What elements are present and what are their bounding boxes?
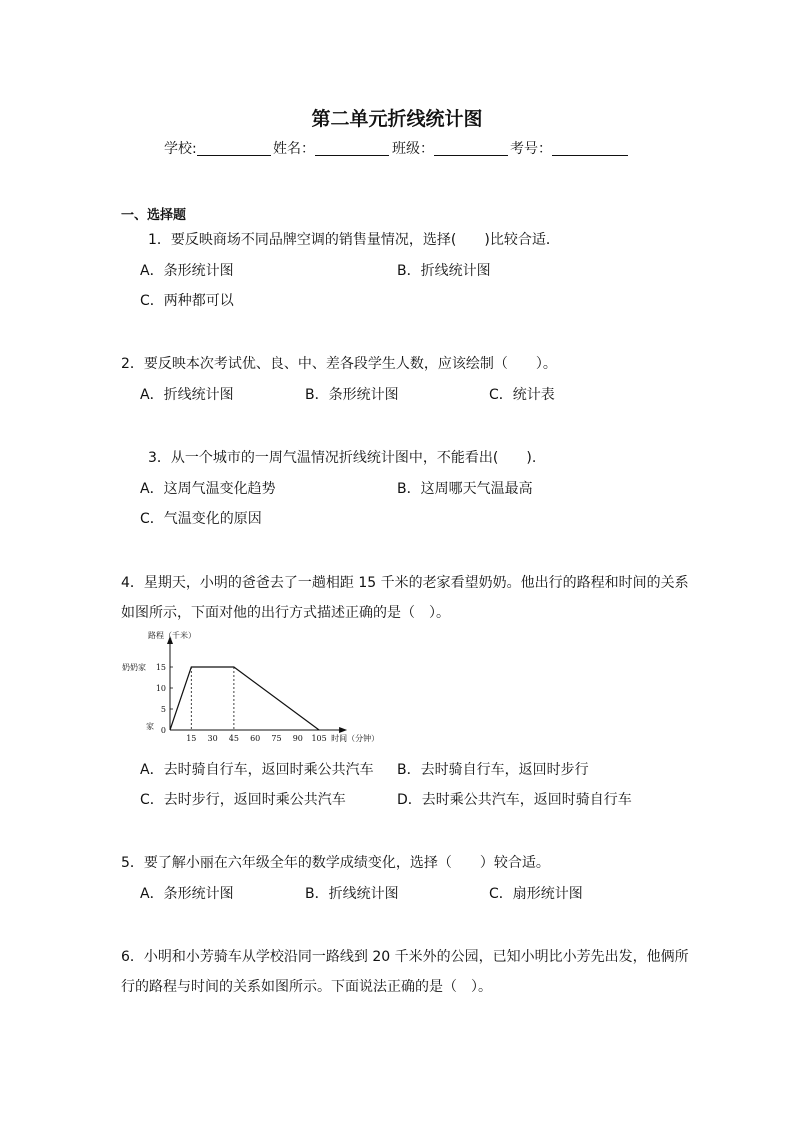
x-axis-title: 时间（分钟） (331, 734, 380, 743)
school-field (164, 138, 271, 158)
school-blank (197, 141, 271, 156)
question-2: 2．要反映本次考试优、良、中、差各段学生人数，应该绘制（ ）。 (121, 356, 557, 372)
number-label: 考号： (510, 141, 552, 157)
question-3: 3．从一个城市的一周气温情况折线统计图中，不能看出( ). (148, 450, 537, 466)
question-4-line-2: 如图所示，下面对他的出行方式描述正确的是（ ）。 (121, 605, 450, 621)
y-axis-title: 路程（千米） (148, 631, 196, 640)
q2-option-b: B．条形统计图 (305, 387, 399, 403)
name-label: 姓名： (273, 141, 315, 157)
q1-option-c: C．两种都可以 (140, 293, 234, 309)
y-tick-label: 15 (155, 663, 166, 672)
q2-option-c: C．统计表 (489, 387, 555, 403)
x-axis-arrow (339, 727, 347, 733)
q3-option-b: B．这周哪天气温最高 (397, 481, 533, 497)
q3-option-c: C．气温变化的原因 (140, 511, 262, 527)
x-tick-label: 75 (271, 734, 282, 743)
x-tick-label: 60 (250, 734, 261, 743)
q5-option-b: B．折线统计图 (305, 886, 399, 902)
q1-option-b: B．折线统计图 (397, 263, 491, 279)
question-6-line-2: 行的路程与时间的关系如图所示。下面说法正确的是（ ）。 (121, 979, 492, 995)
class-label: 班级： (392, 141, 434, 157)
question-5: 5．要了解小丽在六年级全年的数学成绩变化，选择（ ）较合适。 (121, 855, 550, 871)
x-tick-label: 30 (207, 734, 218, 743)
number-blank (552, 141, 628, 156)
class-field (392, 138, 508, 158)
section-heading: 一、选择题 (121, 208, 187, 223)
q5-option-c: C．扇形统计图 (489, 886, 583, 902)
name-blank (315, 141, 389, 156)
y-tick-label: 0 (160, 726, 166, 735)
q4-option-c: C．去时步行，返回时乘公共汽车 (140, 792, 346, 808)
q4-option-a: A．去时骑自行车，返回时乘公共汽车 (140, 762, 374, 778)
y-label-home: 家 (146, 722, 154, 731)
page-title: 第二单元折线统计图 (311, 108, 483, 130)
school-label: 学校: (164, 141, 197, 157)
distance-time-chart (120, 628, 380, 750)
q2-option-a: A．折线统计图 (140, 387, 234, 403)
class-blank (434, 141, 508, 156)
number-field (510, 138, 628, 158)
y-tick-label: 10 (155, 684, 166, 693)
x-tick-label: 45 (228, 734, 239, 743)
y-label-grandma-home: 奶奶家 (122, 663, 146, 672)
x-tick-label: 105 (311, 734, 327, 743)
q5-option-a: A．条形统计图 (140, 886, 234, 902)
name-field (273, 138, 389, 158)
y-tick-label: 5 (160, 705, 166, 714)
q4-option-d: D．去时乘公共汽车，返回时骑自行车 (397, 792, 632, 808)
q4-option-b: B．去时骑自行车，返回时步行 (397, 762, 589, 778)
q3-option-a: A．这周气温变化趋势 (140, 481, 276, 497)
q1-option-a: A．条形统计图 (140, 263, 234, 279)
question-6-line-1: 6．小明和小芳骑车从学校沿同一路线到 20 千米外的公园，已知小明比小芳先出发，他俩所 (121, 949, 689, 965)
x-tick-label: 90 (292, 734, 303, 743)
series-line (170, 667, 319, 730)
question-1: 1．要反映商场不同品牌空调的销售量情况，选择( )比较合适． (148, 232, 560, 248)
question-4-line-1: 4．星期天，小明的爸爸去了一趟相距 15 千米的老家看望奶奶。他出行的路程和时间的关系 (121, 575, 689, 591)
x-tick-label: 15 (186, 734, 197, 743)
